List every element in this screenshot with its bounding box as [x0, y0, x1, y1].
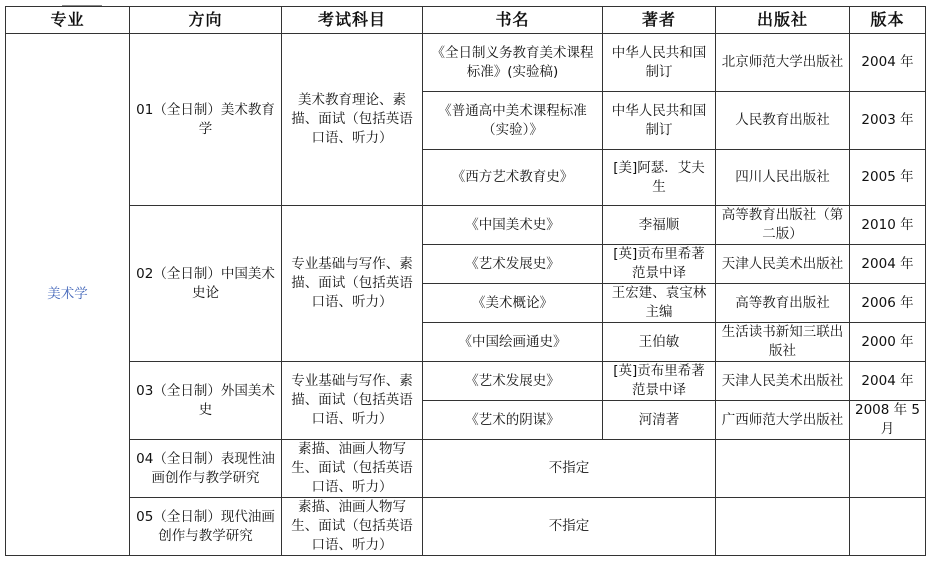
book-title-cell: 《中国绘画通史》 — [423, 323, 603, 362]
direction-cell: 05（全日制）现代油画创作与教学研究 — [130, 498, 282, 556]
author-cell: 王伯敏 — [603, 323, 716, 362]
edition-cell: 2008 年 5 月 — [850, 401, 926, 440]
subjects-cell: 素描、油画人物写生、面试（包括英语口语、听力） — [282, 440, 423, 498]
header-subjects: 考试科目 — [282, 7, 423, 34]
edition-cell: 2005 年 — [850, 150, 926, 206]
header-publisher: 出版社 — [716, 7, 850, 34]
direction-cell: 01（全日制）美术教育学 — [130, 34, 282, 206]
edition-cell: 2006 年 — [850, 284, 926, 323]
publisher-cell: 高等教育出版社 — [716, 284, 850, 323]
table-row — [6, 440, 926, 498]
table-row — [6, 206, 926, 245]
publisher-cell — [716, 440, 850, 498]
table-row — [6, 34, 926, 92]
book-title-cell: 《艺术发展史》 — [423, 362, 603, 401]
header-edition: 版本 — [850, 7, 926, 34]
reading-list-table — [5, 6, 926, 556]
edition-cell: 2000 年 — [850, 323, 926, 362]
edition-cell: 2004 年 — [850, 245, 926, 284]
not-specified-cell: 不指定 — [423, 440, 716, 498]
edition-cell: 2010 年 — [850, 206, 926, 245]
publisher-cell: 天津人民美术出版社 — [716, 362, 850, 401]
author-cell: [美]阿瑟．艾夫生 — [603, 150, 716, 206]
subjects-cell: 美术教育理论、素描、面试（包括英语口语、听力） — [282, 34, 423, 206]
author-cell: 中华人民共和国制订 — [603, 92, 716, 150]
edition-cell: 2004 年 — [850, 34, 926, 92]
author-cell: [英]贡布里希著范景中译 — [603, 362, 716, 401]
publisher-cell: 北京师范大学出版社 — [716, 34, 850, 92]
author-cell: [英]贡布里希著范景中译 — [603, 245, 716, 284]
publisher-cell: 高等教育出版社（第二版） — [716, 206, 850, 245]
not-specified-cell: 不指定 — [423, 498, 716, 556]
subjects-cell: 素描、油画人物写生、面试（包括英语口语、听力） — [282, 498, 423, 556]
header-direction: 方向 — [130, 7, 282, 34]
subjects-cell: 专业基础与写作、素描、面试（包括英语口语、听力） — [282, 362, 423, 440]
direction-cell: 03（全日制）外国美术史 — [130, 362, 282, 440]
author-cell: 王宏建、袁宝林主编 — [603, 284, 716, 323]
publisher-cell: 生活读书新知三联出版社 — [716, 323, 850, 362]
edition-cell — [850, 498, 926, 556]
direction-cell: 02（全日制）中国美术史论 — [130, 206, 282, 362]
publisher-cell: 人民教育出版社 — [716, 92, 850, 150]
book-title-cell: 《艺术的阴谋》 — [423, 401, 603, 440]
book-title-cell: 《中国美术史》 — [423, 206, 603, 245]
table-row — [6, 362, 926, 401]
edition-cell — [850, 440, 926, 498]
header-row — [6, 7, 926, 34]
publisher-cell — [716, 498, 850, 556]
header-book-title: 书名 — [423, 7, 603, 34]
publisher-cell: 广西师范大学出版社 — [716, 401, 850, 440]
book-title-cell: 《艺术发展史》 — [423, 245, 603, 284]
edition-cell: 2004 年 — [850, 362, 926, 401]
table-row — [6, 498, 926, 556]
author-cell: 河清著 — [603, 401, 716, 440]
header-author: 著者 — [603, 7, 716, 34]
book-title-cell: 《美术概论》 — [423, 284, 603, 323]
book-title-cell: 《普通高中美术课程标准（实验）》 — [423, 92, 603, 150]
publisher-cell: 天津人民美术出版社 — [716, 245, 850, 284]
header-major: 专业 — [6, 7, 130, 34]
author-cell: 中华人民共和国制订 — [603, 34, 716, 92]
edition-cell: 2003 年 — [850, 92, 926, 150]
book-title-cell: 《西方艺术教育史》 — [423, 150, 603, 206]
book-title-cell: 《全日制义务教育美术课程标准》(实验稿) — [423, 34, 603, 92]
subjects-cell: 专业基础与写作、素描、面试（包括英语口语、听力） — [282, 206, 423, 362]
author-cell: 李福顺 — [603, 206, 716, 245]
direction-cell: 04（全日制）表现性油画创作与教学研究 — [130, 440, 282, 498]
major-cell: 美术学 — [6, 34, 130, 556]
publisher-cell: 四川人民出版社 — [716, 150, 850, 206]
